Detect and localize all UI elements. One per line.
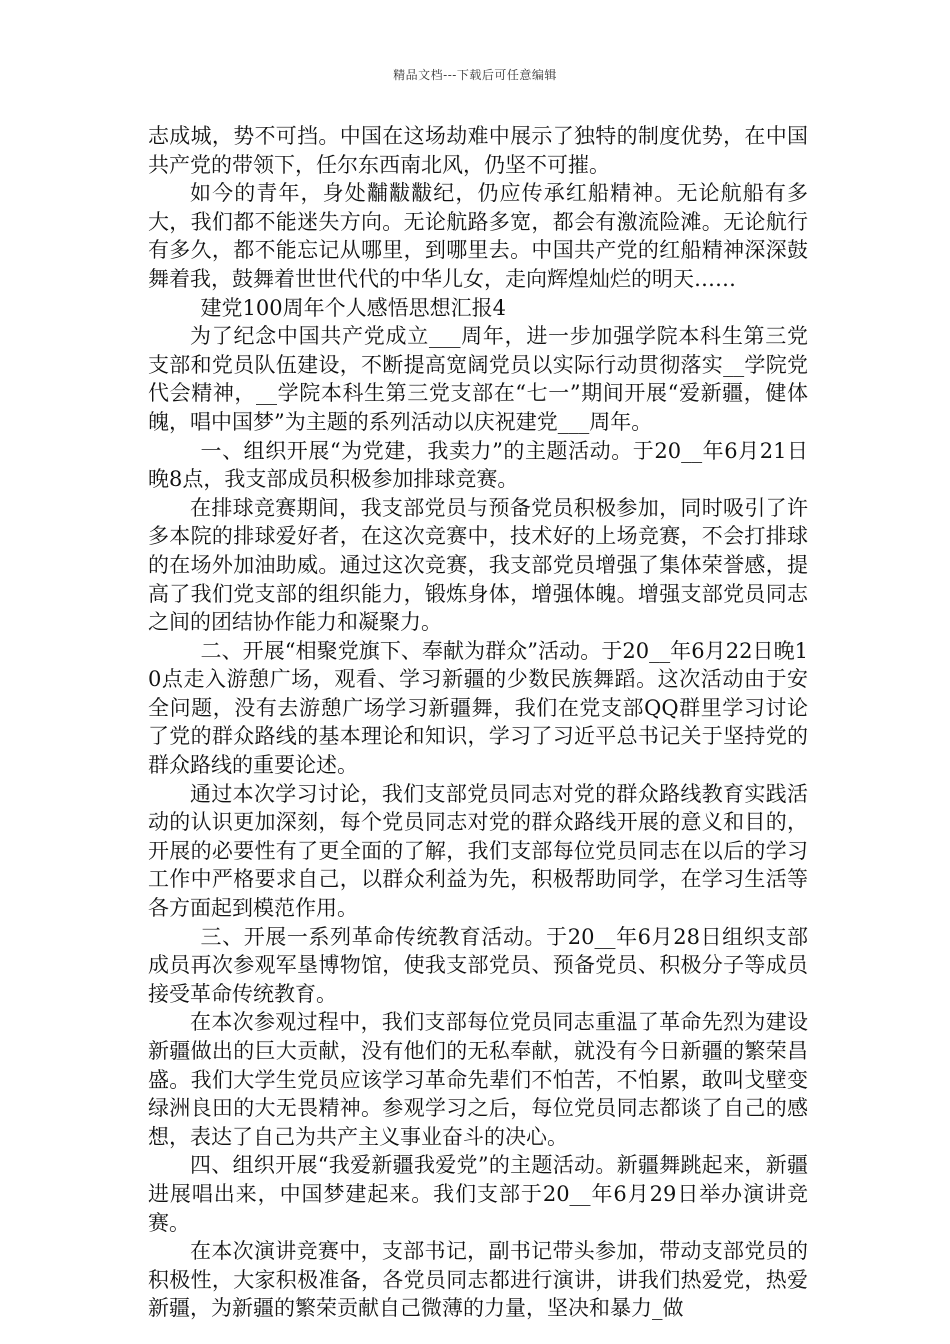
paragraph: 三、开展一系列革命传统教育活动。于20__年6月28日组织支部成员再次参观军垦博物馆，使我支部党员、预备党员、积极分子等成员接受革命传统教育。: [148, 924, 808, 1006]
paragraph: 在本次演讲竞赛中，支部书记，副书记带头参加，带动支部党员的积极性，大家积极准备，各党员同志都进行演讲，讲我们热爱党，热爱新疆，为新疆的繁荣贡献自己微薄的力量，坚决和暴力_做: [148, 1239, 808, 1321]
document-body: [148, 122, 808, 1323]
paragraph: 通过本次学习讨论，我们支部党员同志对党的群众路线教育实践活动的认识更加深刻，每个党员同志对党的群众路线开展的意义和目的，开展的必要性有了更全面的了解，我们支部每位党员同志在以后的学习工作中严格要求自己，以群众利益为先，积极帮助同学，在学习生活等各方面起到模范作用。: [148, 781, 808, 921]
page-header: 精品文档---下载后可任意编辑: [393, 68, 557, 82]
paragraph: 一、组织开展“为党建，我卖力”的主题活动。于20__年6月21日晚8点，我支部成员积极参加排球竞赛。: [148, 438, 808, 492]
paragraph: 如今的青年，身处黼黻黻纪，仍应传承红船精神。无论航船有多大，我们都不能迷失方向。无论航路多宽，都会有激流险滩。无论航行有多久，都不能忘记从哪里，到哪里去。中国共产党的红船精神深深鼓舞着我，鼓舞着世世代代的中华儿女，走向辉煌灿烂的明天……: [148, 181, 808, 291]
paragraph: 志成城，势不可挡。中国在这场劫难中展示了独特的制度优势，在中国共产党的带领下，任尔东西南北风，仍坚不可摧。: [148, 124, 808, 177]
section-title: 建党100周年个人感悟思想汇报4: [200, 295, 506, 320]
paragraph: 为了纪念中国共产党成立___周年，进一步加强学院本科生第三党支部和党员队伍建设，不断提高宽阔党员以实际行动贯彻落实__学院党代会精神，__学院本科生第三党支部在“七一”期间开展“爱新疆，健体魄，唱中国梦”为主题的系列活动以庆祝建党___周年。: [148, 324, 808, 434]
paragraph: 在本次参观过程中，我们支部每位党员同志重温了革命先烈为建设新疆做出的巨大贡献，没有他们的无私奉献，就没有今日新疆的繁荣昌盛。我们大学生党员应该学习革命先辈们不怕苦，不怕累，敢叫戈壁变绿洲良田的大无畏精神。参观学习之后，每位党员同志都谈了自己的感想，表达了自己为共产主义事业奋斗的决心。: [148, 1010, 808, 1149]
paragraph: 在排球竞赛期间，我支部党员与预备党员积极参加，同时吸引了许多本院的排球爱好者，在这次竞赛中，技术好的上场竞赛，不会打排球的在场外加油助威。通过这次竞赛，我支部党员增强了集体荣誉感，提高了我们党支部的组织能力，锻炼身体，增强体魄。增强支部党员同志之间的团结协作能力和凝聚力。: [148, 495, 808, 635]
paragraph: 四、组织开展“我爱新疆我爱党”的主题活动。新疆舞跳起来，新疆进展唱出来，中国梦建起来。我们支部于20__年6月29日举办演讲竞赛。: [148, 1153, 808, 1235]
paragraph: 二、开展“相聚党旗下、奉献为群众”活动。于20__年6月22日晚10点走入游憩广场，观看、学习新疆的少数民族舞蹈。这次活动由于安全问题，没有去游憩广场学习新疆舞，我们在党支部QQ群里学习讨论了党的群众路线的基本理论和知识，学习了习近平总书记关于坚持党的群众路线的重要论述。: [148, 638, 808, 778]
